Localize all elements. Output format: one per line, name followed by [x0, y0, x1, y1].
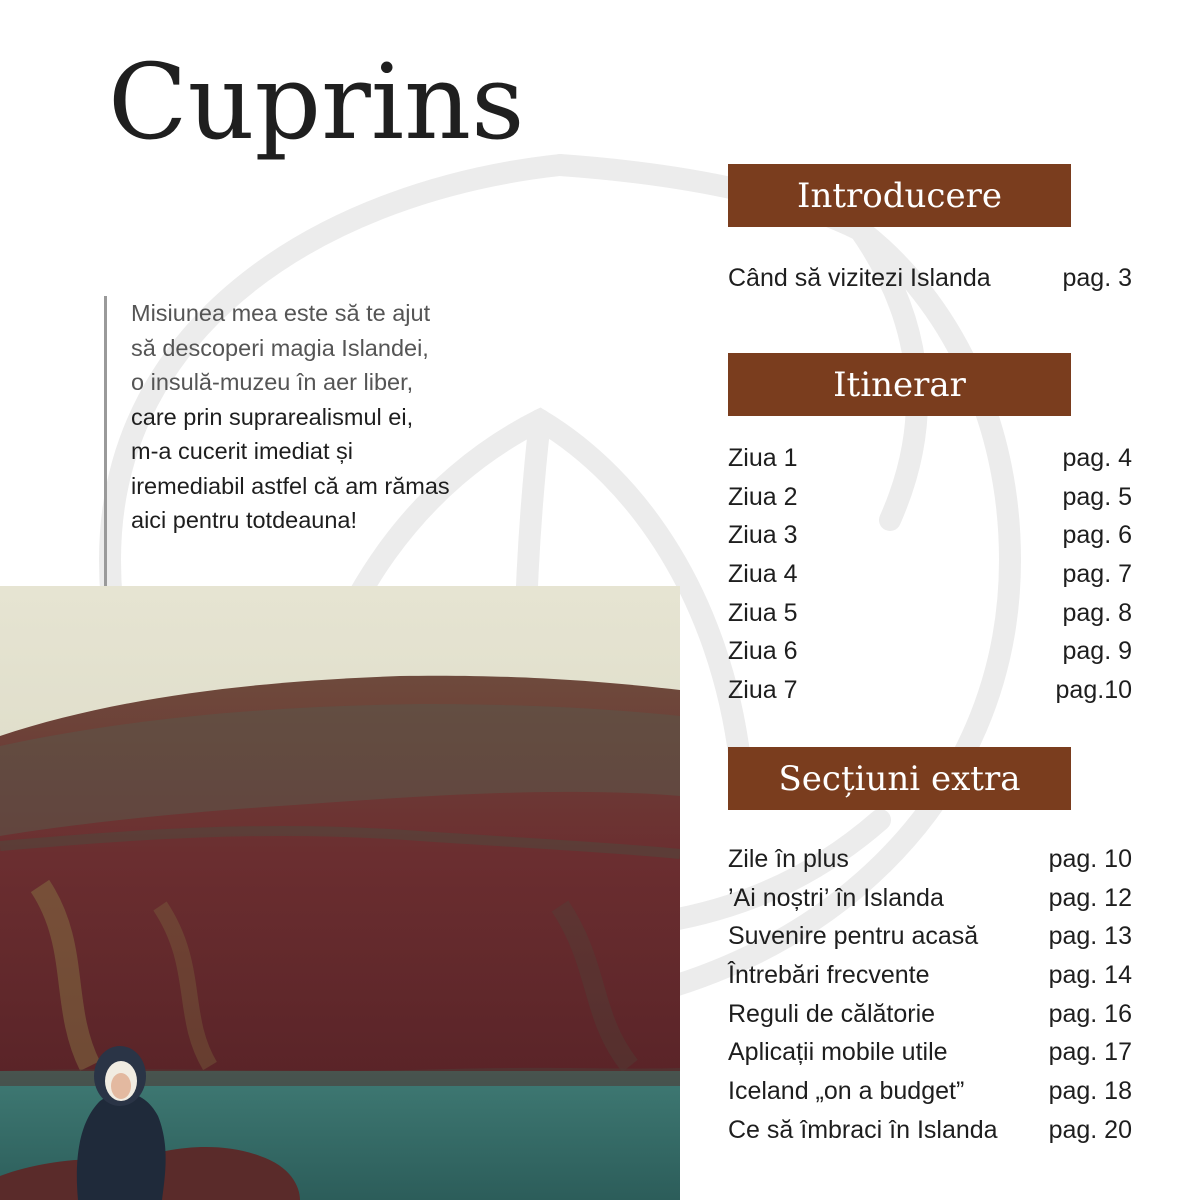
toc-entry-name: Întrebări frecvente	[728, 961, 930, 990]
toc-entry-name: Ziua 6	[728, 637, 798, 666]
quote-line: iremediabil astfel că am rămas	[131, 472, 450, 499]
toc-list-introducere	[728, 264, 1132, 298]
toc-entry[interactable]	[728, 444, 1132, 483]
toc-entry-name: Ziua 3	[728, 521, 798, 550]
quote-line: să descoperi magia Islandei,	[131, 334, 429, 361]
quote-line: o insulă-muzeu în aer liber,	[131, 369, 414, 395]
quote-line: care prin suprarealismul ei,	[131, 403, 414, 430]
toc-entry-page: pag. 9	[1062, 637, 1132, 666]
toc-entry-page: pag. 14	[1048, 961, 1132, 990]
toc-entry-name: Ziua 7	[728, 676, 798, 705]
toc-entry-page: pag. 4	[1062, 444, 1132, 472]
toc-entry-page: pag. 8	[1062, 598, 1132, 627]
toc-entry[interactable]	[728, 884, 1132, 923]
toc-entry-page: pag.10	[1055, 676, 1132, 705]
toc-list-itinerar	[728, 444, 1132, 715]
toc-entry-name: Ce să îmbraci în Islanda	[728, 1115, 998, 1144]
toc-entry[interactable]	[728, 845, 1132, 884]
toc-entry-name: Aplicații mobile utile	[728, 1038, 948, 1067]
toc-entry-page: pag. 3	[1062, 264, 1132, 292]
section-heading-introducere: Introducere	[728, 164, 1071, 227]
section-heading-itinerar: Itinerar	[728, 353, 1071, 416]
toc-entry[interactable]	[728, 1038, 1132, 1077]
toc-entry[interactable]	[728, 521, 1132, 560]
toc-entry-name: Ziua 5	[728, 598, 798, 627]
toc-entry-name: Iceland „on a budget”	[728, 1077, 965, 1106]
toc-entry[interactable]	[728, 922, 1132, 961]
toc-entry-page: pag. 20	[1048, 1115, 1132, 1144]
toc-entry[interactable]	[728, 961, 1132, 1000]
toc-entry-name: Reguli de călătorie	[728, 999, 936, 1028]
toc-entry-page: pag. 5	[1062, 482, 1132, 511]
toc-entry-name: Zile în plus	[728, 845, 849, 873]
toc-entry-name: Suvenire pentru acasă	[728, 922, 979, 951]
toc-entry[interactable]	[728, 264, 1132, 298]
toc-entry-page: pag. 16	[1048, 999, 1132, 1028]
toc-entry-page: pag. 17	[1048, 1038, 1132, 1067]
toc-entry[interactable]	[728, 1116, 1132, 1155]
toc-entry-page: pag. 18	[1048, 1077, 1132, 1106]
toc-entry[interactable]	[728, 637, 1132, 676]
section-heading-sectiuni-extra: Secțiuni extra	[728, 747, 1071, 810]
toc-entry-name: ’Ai noștri’ în Islanda	[728, 883, 944, 912]
toc-entry-page: pag. 10	[1048, 845, 1132, 873]
toc-entry-name: Ziua 1	[728, 444, 798, 472]
toc-entry-name: Ziua 4	[728, 560, 798, 589]
toc-entry[interactable]	[728, 599, 1132, 638]
quote-line: aici pentru totdeauna!	[131, 507, 358, 533]
toc-list-sectiuni-extra	[728, 845, 1132, 1155]
toc-entry-page: pag. 6	[1062, 521, 1132, 550]
toc-entry[interactable]	[728, 1000, 1132, 1039]
toc-entry[interactable]	[728, 483, 1132, 522]
toc-entry-page: pag. 7	[1062, 560, 1132, 589]
toc-entry[interactable]	[728, 1077, 1132, 1116]
quote-line: Misiunea mea este să te ajut	[131, 300, 431, 326]
toc-entry-name: Ziua 2	[728, 482, 798, 511]
toc-entry[interactable]	[728, 560, 1132, 599]
toc-entry-name: Când să vizitezi Islanda	[728, 264, 991, 292]
quote-bar	[104, 296, 107, 586]
toc-entry-page: pag. 12	[1048, 883, 1132, 912]
toc-entry-page: pag. 13	[1048, 922, 1132, 951]
quote-line: m-a cucerit imediat și	[131, 438, 353, 464]
page-title: Cuprins	[108, 41, 525, 163]
toc-entry[interactable]	[728, 676, 1132, 715]
mission-quote	[131, 296, 551, 538]
crater-lake-photo	[0, 586, 680, 1200]
